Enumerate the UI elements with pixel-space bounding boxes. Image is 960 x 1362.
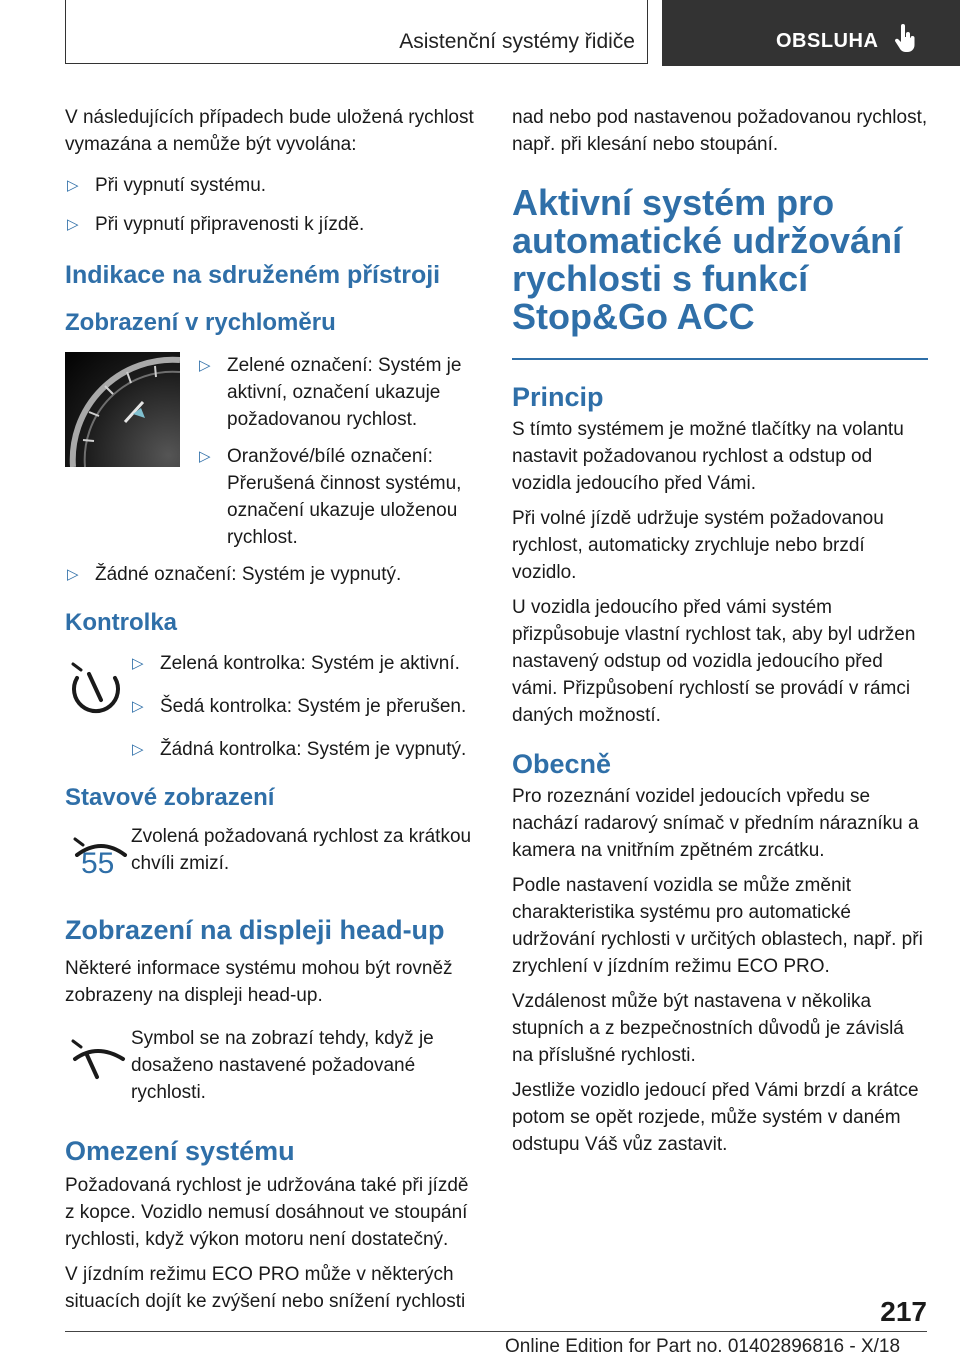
heading-omezeni: Omezení systému (65, 1136, 295, 1166)
bullet-triangle-icon: ▷ (67, 566, 79, 583)
bullet-triangle-icon: ▷ (199, 357, 211, 374)
list-item: ▷ Žádné označení: Systém je vypnutý. (65, 561, 477, 588)
omezeni-paragraph-2: V jízdním režimu ECO PRO může v některých situacích dojít ke zvýšení nebo snížení rychlosti (65, 1264, 466, 1312)
status-speed-value: 55 (81, 847, 115, 880)
princip-paragraph-3: U vozidla jedoucího před vámi systém přizpůsobuje vlastní rychlost tak, aby byl udržen nastavený odstup od vozidla jedoucího před vámi. Přizpůsobení rychlostí se provádí v rámci daných možností. (512, 597, 916, 726)
hand-pointer-icon (894, 24, 916, 54)
headup-symbol-icon (69, 1037, 129, 1087)
heading-headup: Zobrazení na displeji head-up (65, 915, 445, 945)
cruise-control-icon (65, 660, 125, 720)
list-item: ▷ Při vypnutí připravenosti k jízdě. (65, 211, 477, 238)
heading-indikace: Indikace na sdruženém přístroji (65, 261, 441, 289)
footer-rule (65, 1331, 927, 1332)
intro-list (65, 172, 477, 238)
continuation-paragraph: nad nebo pod nastavenou požadovanou rychlost, např. při klesání nebo stoupání. (512, 107, 928, 155)
omezeni-paragraph-1: Požadovaná rychlost je udržována také při jízdě z kopce. Vozidlo nemusí dosáhnout ve stoupání rychlosti, když výkon motoru není dostatečný. (65, 1175, 469, 1250)
header-tab (662, 0, 960, 66)
heading-zobrazeni-rychlomer: Zobrazení v rychloměru (65, 309, 336, 336)
bullet-triangle-icon: ▷ (132, 698, 144, 715)
princip-paragraph-1: S tímto systémem je možné tlačítky na volantu nastavit požadovanou rychlost a odstup od vozidla jedoucího před Vámi. (512, 419, 904, 494)
status-speed-icon (71, 833, 131, 893)
obecne-paragraph-1: Pro rozeznání vozidel jedoucích vpředu se nachází radarový snímač v předním nárazníku a kamera na vnitřním zpětném zrcátku. (512, 786, 919, 861)
footer-edition: Online Edition for Part no. 01402896816 - X/18 (505, 1336, 901, 1357)
bullet-triangle-icon: ▷ (132, 655, 144, 672)
intro-paragraph: V následujících případech bude uložená rychlost vymazána a nemůže být vyvolána: (65, 107, 474, 155)
headup-symbol-text (131, 1025, 477, 1106)
speedometer-text (197, 352, 477, 551)
heading-princip: Princip (512, 382, 604, 412)
headup-figure (65, 1025, 477, 1106)
kontrolka-text (130, 646, 477, 763)
status-text (131, 823, 477, 877)
list-item: ▷ Zelené označení: Systém je aktivní, označení ukazuje požadovanou rychlost. (197, 352, 477, 433)
kontrolka-figure (65, 646, 477, 763)
obecne-paragraph-3: Vzdálenost může být nastavena v několika stupních a z bezpečnostních důvodů je závislá na příslušné rychlosti. (512, 991, 904, 1066)
list-item: ▷ Zelená kontrolka: Systém je aktivní. (130, 650, 477, 677)
status-figure (65, 823, 477, 880)
obecne-paragraph-4: Jestliže vozidlo jedoucí před Vámi brzdí a krátce potom se opět rozjede, může systém v daném odstupu Váš vůz zastavit. (512, 1080, 919, 1155)
speedometer-figure (65, 352, 477, 551)
obecne-paragraph-2: Podle nastavení vozidla se může změnit charakteristika systému pro automatické udržování rychlosti v určitých oblastech, např. při zrychlení v jízdním režimu ECO PRO. (512, 875, 923, 977)
list-item: ▷ Oranžové/bílé označení: Přerušená činnost systému, označení ukazuje uloženou rychlost. (197, 443, 477, 551)
speedometer-none-list (65, 561, 477, 588)
left-column (65, 104, 477, 1323)
page-header (0, 0, 960, 66)
heading-acc-main: Aktivní systém pro automatické udržování rychlosti s funkcí Stop&Go ACC (512, 182, 903, 337)
bullet-triangle-icon: ▷ (199, 448, 211, 465)
list-item: ▷ Při vypnutí systému. (65, 172, 477, 199)
status-paragraph: Zvolená požadovaná rychlost za krátkou chvíli zmizí. (131, 826, 472, 874)
page-number: 217 (880, 1296, 927, 1327)
heading-rule (512, 358, 928, 360)
right-column (512, 104, 928, 1166)
speedometer-image (65, 352, 180, 467)
header-section-box (65, 0, 648, 64)
bullet-triangle-icon: ▷ (132, 741, 144, 758)
headup-paragraph: Některé informace systému mohou být rovněž zobrazeny na displeji head-up. (65, 958, 453, 1006)
heading-obecne: Obecně (512, 749, 612, 779)
speedometer-list (197, 352, 477, 551)
list-item: ▷ Žádná kontrolka: Systém je vypnutý. (130, 736, 477, 763)
list-item: ▷ Šedá kontrolka: Systém je přerušen. (130, 693, 477, 720)
header-tab-label: OBSLUHA (776, 30, 879, 52)
heading-stavove-zobrazeni: Stavové zobrazení (65, 784, 275, 811)
header-section-title: Asistenční systémy řidiče (399, 30, 635, 53)
kontrolka-list (130, 650, 477, 763)
bullet-triangle-icon: ▷ (67, 216, 79, 233)
princip-paragraph-2: Při volné jízdě udržuje systém požadovanou rychlost, automaticky zrychluje nebo brzdí vozidlo. (512, 508, 884, 583)
heading-kontrolka: Kontrolka (65, 609, 178, 636)
bullet-triangle-icon: ▷ (67, 177, 79, 194)
headup-symbol-paragraph: Symbol se na zobrazí tehdy, když je dosaženo nastavené požadované rychlosti. (131, 1028, 434, 1103)
